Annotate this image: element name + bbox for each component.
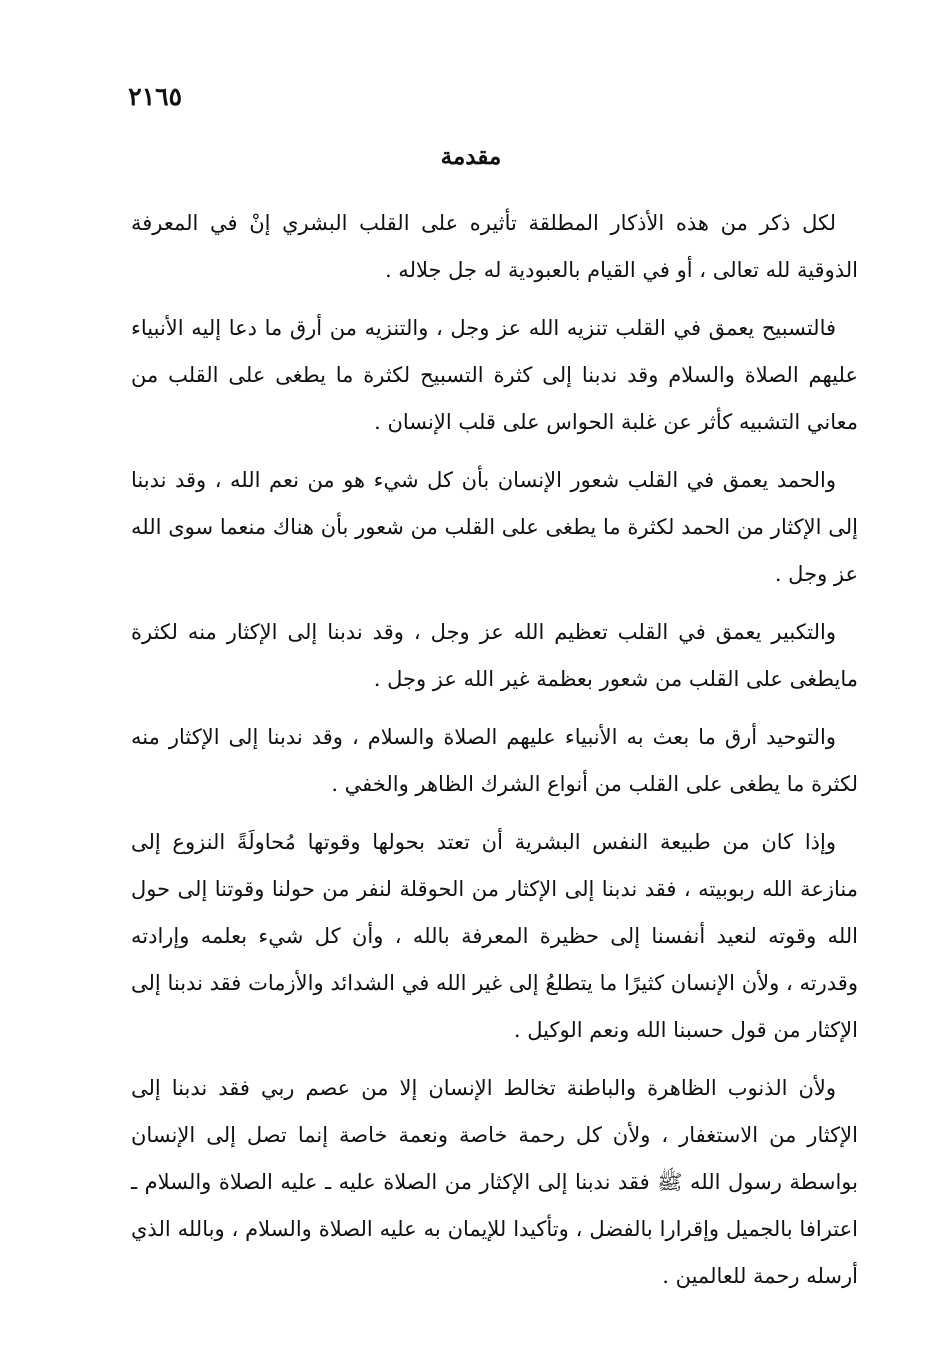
page-number: ٢١٦٥ (128, 82, 182, 111)
paragraph: فالتسبيح يعمق في القلب تنزيه الله عز وجل ، والتنزيه من أرق ما دعا إليه الأنبياء عليهم الصلاة والسلام وقد ندبنا إلى كثرة التسبيح لكثرة ما يطغى على القلب من معاني التشبيه كأثر عن غلبة الحواس على قلب الإنسان . (131, 316, 858, 434)
paragraph: والتوحيد أرق ما بعث به الأنبياء عليهم الصلاة والسلام ، وقد ندبنا إلى الإكثار منه لكثرة ما يطغى على القلب من أنواع الشرك الظاهر والخفي . (131, 725, 858, 796)
body-text (131, 200, 858, 1311)
paragraph: والتكبير يعمق في القلب تعظيم الله عز وجل ، وقد ندبنا إلى الإكثار منه لكثرة مايطغى على القلب من شعور بعظمة غير الله عز وجل . (131, 620, 858, 691)
paragraph: والحمد يعمق في القلب شعور الإنسان بأن كل شيء هو من نعم الله ، وقد ندبنا إلى الإكثار من الحمد لكثرة ما يطغى على القلب من شعور بأن هناك منعما سوى الله عز وجل . (131, 468, 858, 586)
paragraph: ولأن الذنوب الظاهرة والباطنة تخالط الإنسان إلا من عصم ربي فقد ندبنا إلى الإكثار من الاستغفار ، ولأن كل رحمة خاصة ونعمة خاصة إنما تصل إلى الإنسان بواسطة رسول الله ﷺ فقد ندبنا إلى الإكثار من الصلاة عليه ـ عليه الصلاة والسلام ـ اعترافا بالجميل وإقرارا بالفضل ، وتأكيدا للإيمان به عليه الصلاة والسلام ، وبالله الذي أرسله رحمة للعالمين . (131, 1076, 858, 1288)
paragraph: وإذا كان من طبيعة النفس البشرية أن تعتد بحولها وقوتها مُحاولَةً النزوع إلى منازعة الله ربوبيته ، فقد ندبنا إلى الإكثار من الحوقلة لنفر من حولنا وقوتنا إلى حول الله وقوته لنعيد أنفسنا إلى حظيرة المعرفة بالله ، وأن كل شيء بعلمه وإرادته وقدرته ، ولأن الإنسان كثيرًا ما يتطلعُ إلى غير الله في الشدائد والأزمات فقد ندبنا إلى الإكثار من قول حسبنا الله ونعم الوكيل . (131, 830, 858, 1042)
paragraph: لكل ذكر من هذه الأذكار المطلقة تأثيره على القلب البشري إنْ في المعرفة الذوقية لله تعالى ، أو في القيام بالعبودية له جل جلاله . (131, 211, 858, 282)
page-title: مقدمة (440, 143, 502, 170)
